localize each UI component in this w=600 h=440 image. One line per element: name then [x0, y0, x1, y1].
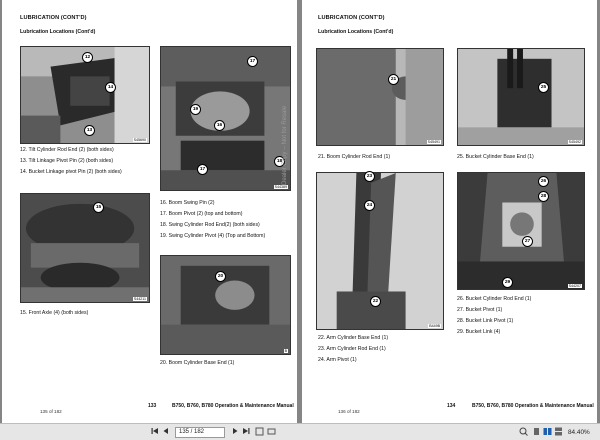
caption-item: 16. Boom Swing Pin (2): [160, 200, 215, 206]
callout-marker: 21: [388, 74, 399, 85]
caption-item: 15. Front Axle (4) (both sides): [20, 310, 89, 316]
caption-group: [318, 333, 388, 366]
photo-code: B449B: [429, 324, 440, 328]
callout-marker: 24: [364, 200, 375, 211]
caption-item: 23. Arm Cylinder Rod End (1): [318, 346, 386, 352]
zoom-out-icon[interactable]: [518, 427, 528, 438]
caption-group: [160, 358, 234, 369]
caption-item: 13. Tilt Linkage Pivot Pin (2) (both sides): [20, 158, 114, 164]
two-page-view-icon[interactable]: [542, 427, 552, 438]
caption-item: 22. Arm Cylinder Base End (1): [318, 335, 389, 341]
photo-bucket-cylinder-base: [457, 48, 585, 146]
photo-front-axle: [20, 193, 150, 303]
page-header: LUBRICATION (CONT'D): [318, 15, 385, 21]
caption-item: 28. Bucket Link Pivot (1): [457, 318, 514, 324]
page-subheader: Lubrication Locations (Cont'd): [20, 29, 96, 35]
continuous-view-icon[interactable]: [553, 427, 563, 438]
page-subheader: Lubrication Locations (Cont'd): [318, 29, 394, 35]
single-page-view-icon[interactable]: [531, 427, 541, 438]
caption-item: 25. Bucket Cylinder Base End (1): [457, 154, 534, 160]
caption-group: [457, 152, 534, 163]
caption-item: 29. Bucket Link (4): [457, 329, 501, 335]
callout-marker: 14: [105, 82, 116, 93]
callout-marker: 22: [370, 296, 381, 307]
caption-item: 20. Boom Cylinder Base End (1): [160, 360, 235, 366]
callout-marker: 20: [215, 271, 226, 282]
zoom-level[interactable]: 84.40%: [568, 429, 590, 436]
page-header: LUBRICATION (CONT'D): [20, 15, 87, 21]
caption-item: 17. Boom Pivot (2) (top and bottom): [160, 211, 243, 217]
caption-item: 12. Tilt Cylinder Rod End (2) (both sides): [20, 147, 114, 153]
footer-page-count: 136 of 182: [338, 409, 360, 414]
caption-group: [318, 152, 390, 163]
photo-arm-cylinder: [316, 172, 444, 330]
page-number-input[interactable]: 135 / 182: [175, 427, 225, 438]
photo-bucket-linkage: [457, 172, 585, 290]
caption-group: [20, 145, 122, 178]
footer-page-count: 135 of 182: [40, 409, 62, 414]
callout-marker: 29: [502, 277, 513, 288]
caption-item: 24. Arm Pivot (1): [318, 357, 357, 363]
footer-title: B750, B760, B780 Operation & Maintenance Manual: [172, 403, 294, 409]
callout-marker: 25: [538, 82, 549, 93]
footer-title: B750, B760, B780 Operation & Maintenance Manual: [472, 403, 594, 409]
callout-marker: 15: [93, 202, 104, 213]
callout-marker: 27: [522, 236, 533, 247]
callout-marker: 16: [214, 120, 225, 131]
photo-boom-cylinder-base: [160, 255, 291, 355]
callout-marker: 28: [538, 191, 549, 202]
caption-item: 21. Boom Cylinder Rod End (1): [318, 154, 391, 160]
previous-page-icon[interactable]: [161, 427, 171, 438]
callout-marker: 23: [364, 171, 375, 182]
caption-group: [457, 294, 531, 338]
photo-code: S44207: [568, 284, 581, 288]
callout-marker: 19: [190, 104, 201, 115]
footer-page-number: 133: [148, 403, 157, 409]
callout-marker: 17: [197, 164, 208, 175]
first-page-icon[interactable]: [150, 427, 160, 438]
caption-item: 27. Bucket Pivot (1): [457, 307, 503, 313]
caption-item: 26. Bucket Cylinder Rod End (1): [457, 296, 532, 302]
caption-group: [160, 198, 265, 242]
photo-code: S44211: [133, 297, 146, 301]
document-page-right: [302, 0, 597, 423]
photo-code: S45690: [133, 138, 146, 142]
callout-marker: 18: [274, 156, 285, 167]
photo-boom-swing: [160, 46, 291, 191]
watermark: Dealer Copy -- Not for Resale: [282, 105, 288, 185]
photo-code: S45492: [568, 140, 581, 144]
last-page-icon[interactable]: [241, 427, 251, 438]
caption-item: 19. Swing Cylinder Pivot (4) (Top and Bottom): [160, 233, 266, 239]
footer-page-number: 134: [447, 403, 456, 409]
caption-item: 18. Swing Cylinder Rod End(2) (both sides): [160, 222, 260, 228]
fit-width-icon[interactable]: [266, 427, 276, 438]
callout-marker: 17: [247, 56, 258, 67]
callout-marker: 12: [82, 52, 93, 63]
callout-marker: 26: [538, 176, 549, 187]
document-page-left: [2, 0, 297, 423]
next-page-icon[interactable]: [230, 427, 240, 438]
photo-code: S45491: [427, 140, 440, 144]
caption-item: 14. Bucket Linkage pivot Pin (2) (both sides): [20, 169, 122, 175]
callout-marker: 13: [84, 125, 95, 136]
viewer-toolbar: [0, 423, 600, 440]
fit-page-icon[interactable]: [254, 427, 264, 438]
caption-group: [20, 308, 88, 319]
photo-code: B: [284, 349, 287, 353]
photo-boom-cylinder-rod: [316, 48, 444, 146]
photo-code: S44389: [274, 185, 287, 189]
